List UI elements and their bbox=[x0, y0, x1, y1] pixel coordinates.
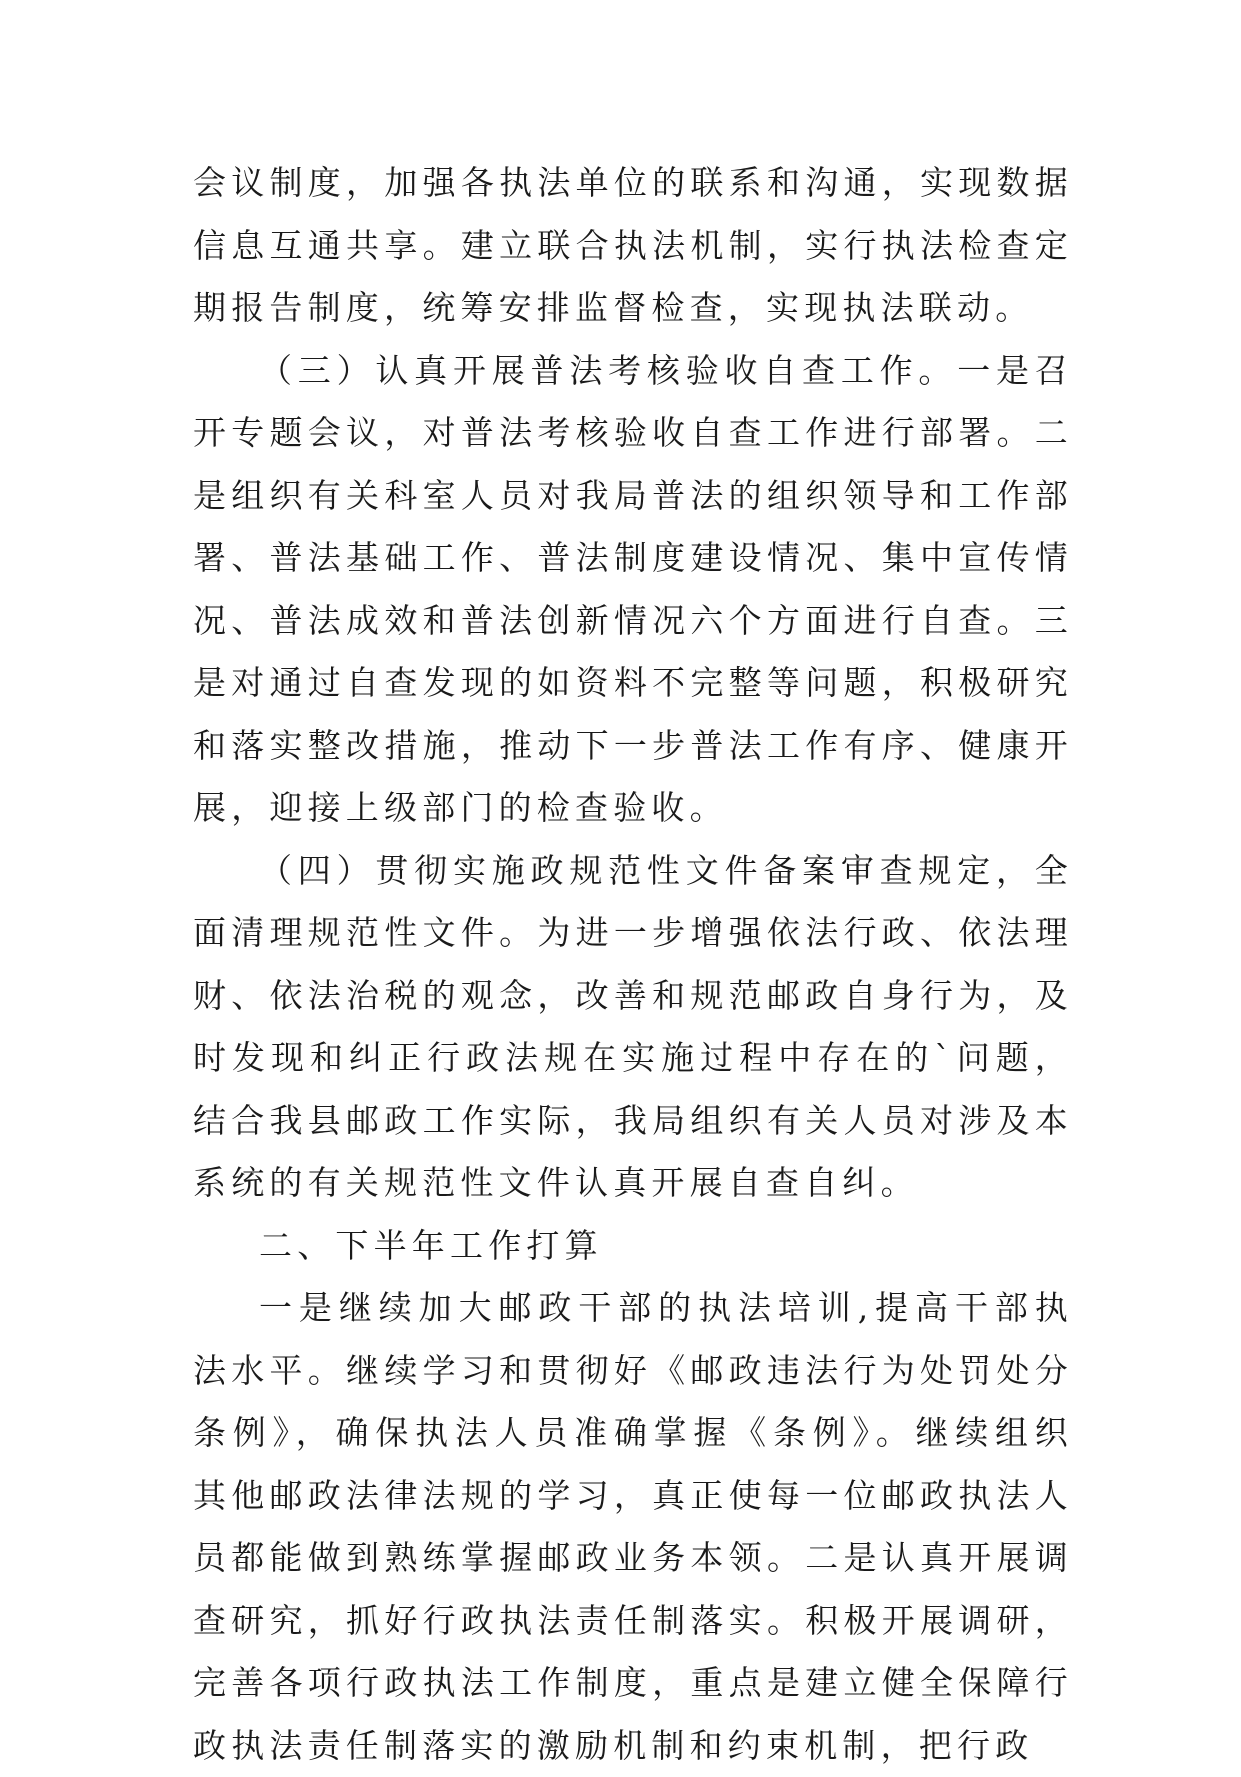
paragraph-plan-details: 一是继续加大邮政干部的执法培训,提高干部执法水平。继续学习和贯彻好《邮政违法行为处罚处分条例》，确保执法人员准确掌握《条例》。继续组织其他邮政法律法规的学习，真正使每一位邮政执法人员都能做到熟练掌握邮政业务本领。二是认真开展调查研究，抓好行政执法责任制落实。积极开展调研，完善各项行政执法工作制度，重点是建立健全保障行政执法责任制落实的激励机制和约束机制，把行政 bbox=[193, 1288, 1073, 1765]
paragraph-section-three: （三）认真开展普法考核验收自查工作。一是召开专题会议，对普法考核验收自查工作进行部署。二是组织有关科室人员对我局普法的组织领导和工作部署、普法基础工作、普法制度建设情况、集中宣传情况、普法成效和普法创新情况六个方面进行自查。三是对通过自查发现的如资料不完整等问题，积极研究和落实整改措施，推动下一步普法工作有序、健康开展，迎接上级部门的检查验收。 bbox=[193, 350, 1073, 827]
document-body bbox=[193, 152, 1073, 1777]
section-heading-second-half-plan: 二、下半年工作打算 bbox=[259, 1225, 603, 1265]
paragraph-section-four: （四）贯彻实施政规范性文件备案审查规定，全面清理规范性文件。为进一步增强依法行政、依法理财、依法治税的观念，改善和规范邮政自身行为，及时发现和纠正行政法规在实施过程中存在的`问题，结合我县邮政工作实际，我局组织有关人员对涉及本系统的有关规范性文件认真开展自查自纠。 bbox=[193, 850, 1073, 1202]
paragraph-continuation: 会议制度，加强各执法单位的联系和沟通，实现数据信息互通共享。建立联合执法机制，实行执法检查定期报告制度，统筹安排监督检查，实现执法联动。 bbox=[193, 163, 1073, 327]
